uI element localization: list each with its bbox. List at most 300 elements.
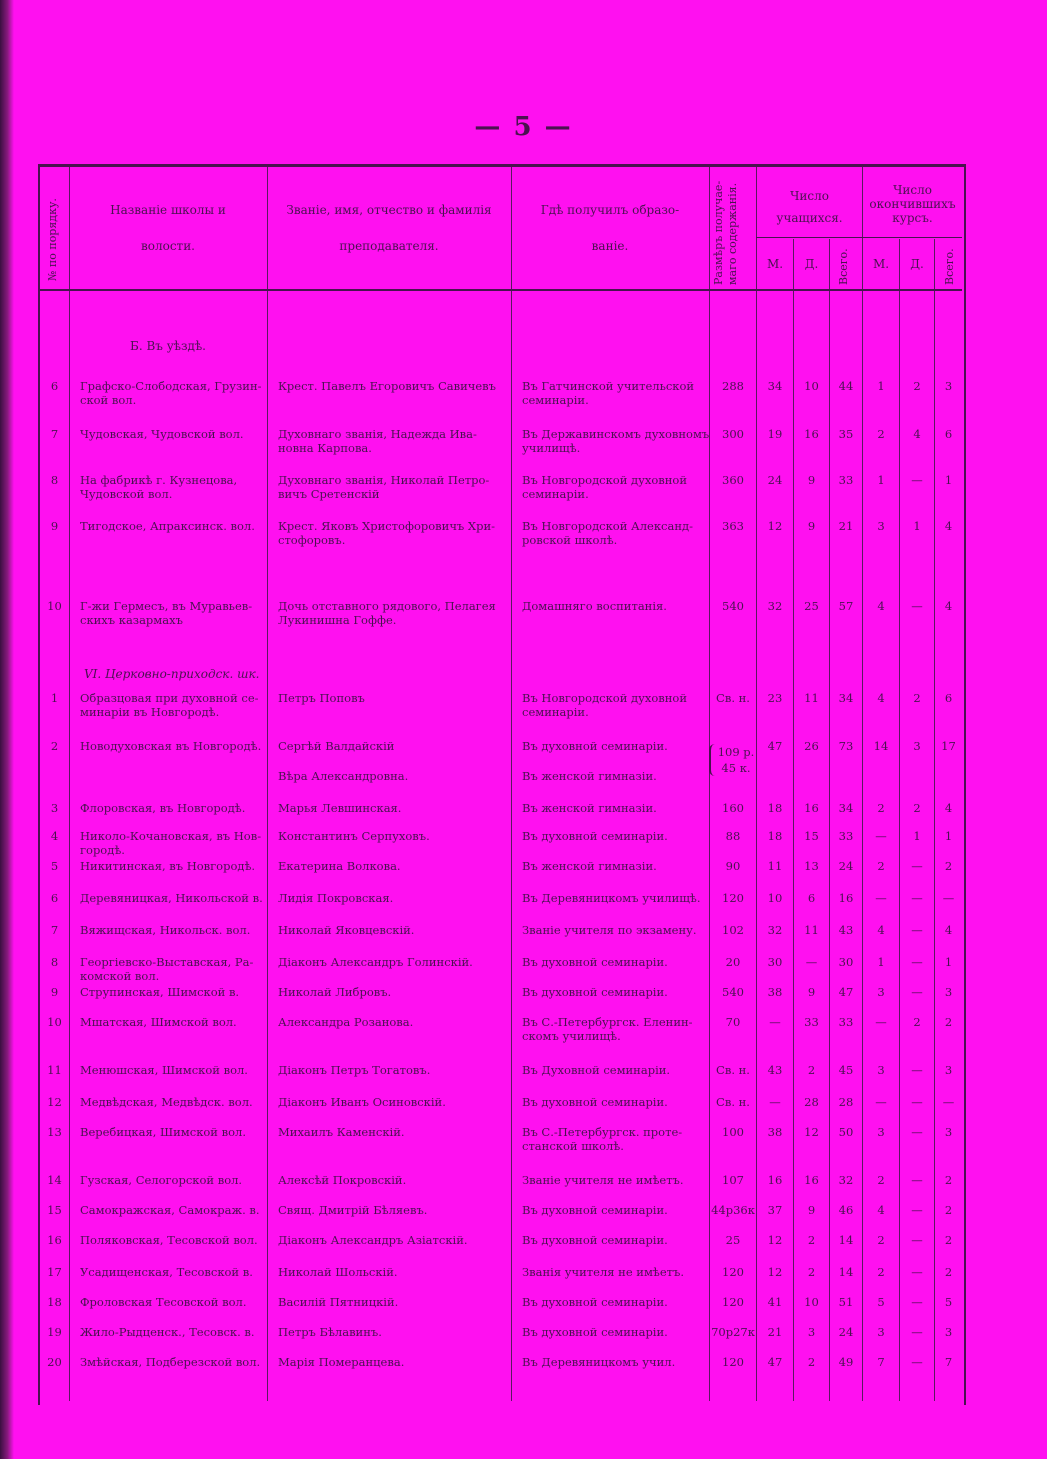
cell-graduates-d: 1 bbox=[913, 829, 921, 843]
cell-students-total: 33 bbox=[838, 1015, 854, 1029]
cell-students-m: — bbox=[769, 1015, 781, 1029]
cell-salary: Св. н. bbox=[716, 691, 750, 705]
cell-row-number: 10 bbox=[47, 1015, 62, 1029]
cell-students-total: 14 bbox=[838, 1265, 854, 1279]
header-graduates-line3: курсъ. bbox=[892, 211, 933, 225]
cell-row-number: 7 bbox=[50, 427, 59, 441]
cell-row-number: 14 bbox=[47, 1173, 62, 1187]
cell-students-m: 37 bbox=[767, 1203, 783, 1217]
cell-graduates-total: — bbox=[942, 891, 955, 905]
cell-graduates-m: 2 bbox=[877, 1265, 885, 1279]
cell-salary: 540 bbox=[722, 599, 744, 613]
cell-graduates-m: 1 bbox=[877, 379, 885, 393]
cell-school: Поляковская, Тесовской вол. bbox=[80, 1233, 258, 1247]
cell-graduates-m: 1 bbox=[877, 955, 885, 969]
cell-teacher: Василій Пятницкій. bbox=[278, 1295, 399, 1309]
cell-graduates-d: 2 bbox=[913, 691, 921, 705]
cell-teacher: Александра Розанова. bbox=[278, 1015, 414, 1029]
cell-salary: 20 bbox=[725, 955, 741, 969]
col-divider bbox=[69, 167, 70, 1401]
cell-education: Въ Новгородской духовной bbox=[522, 691, 688, 705]
cell-graduates-m: — bbox=[875, 829, 887, 843]
cell-students-m: 10 bbox=[767, 891, 783, 905]
cell-students-m: 16 bbox=[767, 1173, 783, 1187]
cell-education: Званіе учителя не имѣетъ. bbox=[522, 1173, 684, 1187]
cell-graduates-total: 17 bbox=[941, 739, 956, 753]
cell-row-number: 18 bbox=[47, 1295, 62, 1309]
cell-graduates-total: 4 bbox=[944, 801, 953, 815]
cell-row-number: 13 bbox=[47, 1125, 62, 1139]
cell-education: станской школѣ. bbox=[522, 1139, 624, 1153]
cell-students-total: 24 bbox=[838, 1325, 854, 1339]
cell-graduates-d: 2 bbox=[913, 801, 921, 815]
cell-graduates-m: 4 bbox=[877, 1203, 885, 1217]
cell-school: скихъ казармахъ bbox=[80, 613, 183, 627]
cell-teacher: Свящ. Дмитрій Бѣляевъ. bbox=[278, 1203, 428, 1217]
header-school-line2: волости. bbox=[141, 239, 195, 253]
cell-students-d: 25 bbox=[804, 599, 819, 613]
cell-row-number: 15 bbox=[47, 1203, 62, 1217]
cell-teacher: Лукинишна Гоффе. bbox=[278, 613, 397, 627]
cell-school: Георгіевско-Выставская, Ра- bbox=[80, 955, 254, 969]
cell-school: Усадищенская, Тесовской в. bbox=[80, 1265, 253, 1279]
cell-graduates-m: 1 bbox=[877, 473, 885, 487]
cell-teacher: Константинъ Серпуховъ. bbox=[278, 829, 430, 843]
cell-education: Въ духовной семинаріи. bbox=[522, 739, 668, 753]
cell-school: Г-жи Гермесъ, въ Муравьев- bbox=[80, 599, 253, 613]
cell-students-m: 34 bbox=[767, 379, 783, 393]
cell-students-total: 49 bbox=[838, 1355, 854, 1369]
header-students-d: Д. bbox=[804, 257, 819, 271]
cell-school: Тигодское, Апраксинск. вол. bbox=[80, 519, 255, 533]
cell-salary: 120 bbox=[722, 1265, 744, 1279]
cell-school: Флоровская, въ Новгородѣ. bbox=[80, 801, 246, 815]
cell-education: Въ духовной семинаріи. bbox=[522, 985, 668, 999]
cell-education: Въ духовной семинаріи. bbox=[522, 1295, 668, 1309]
cell-education: семинаріи. bbox=[522, 393, 589, 407]
cell-graduates-total: 1 bbox=[944, 829, 953, 843]
cell-students-m: 18 bbox=[767, 801, 783, 815]
cell-school: Самокражская, Самокраж. в. bbox=[80, 1203, 260, 1217]
cell-graduates-m: 3 bbox=[877, 1125, 885, 1139]
cell-row-number: 7 bbox=[50, 923, 59, 937]
cell-students-d: 10 bbox=[804, 379, 819, 393]
cell-salary: Св. н. bbox=[716, 1095, 750, 1109]
cell-teacher: Крест. Павелъ Егоровичъ Савичевъ bbox=[278, 379, 496, 393]
cell-school: Чудовской вол. bbox=[80, 487, 173, 501]
cell-graduates-m: 2 bbox=[877, 1173, 885, 1187]
cell-row-number: 11 bbox=[47, 1063, 62, 1077]
cell-graduates-m: 7 bbox=[877, 1355, 885, 1369]
cell-education: Въ Новгородской Александ- bbox=[522, 519, 693, 533]
cell-graduates-d: — bbox=[911, 1095, 923, 1109]
cell-graduates-total: 3 bbox=[944, 1063, 953, 1077]
cell-students-d: 16 bbox=[804, 801, 819, 815]
header-graduates-d: Д. bbox=[910, 257, 924, 271]
cell-graduates-d: 4 bbox=[913, 427, 921, 441]
cell-graduates-d: — bbox=[911, 891, 923, 905]
cell-students-d: 6 bbox=[807, 891, 816, 905]
cell-row-number: 9 bbox=[50, 985, 59, 999]
cell-teacher: Духовнаго званія, Надежда Ива- bbox=[278, 427, 477, 441]
cell-students-total: 21 bbox=[838, 519, 854, 533]
cell-students-m: 24 bbox=[767, 473, 783, 487]
cell-row-number: 12 bbox=[47, 1095, 62, 1109]
cell-students-total: 33 bbox=[838, 829, 854, 843]
section-heading-parish: VI. Церковно-приходск. шк. bbox=[84, 667, 260, 681]
cell-graduates-total: 2 bbox=[944, 1173, 953, 1187]
cell-graduates-d: 3 bbox=[913, 739, 921, 753]
cell-students-total: 34 bbox=[838, 691, 854, 705]
cell-graduates-total: 4 bbox=[944, 923, 953, 937]
cell-students-m: 38 bbox=[767, 985, 783, 999]
cell-school: Вяжищская, Никольск. вол. bbox=[80, 923, 251, 937]
cell-graduates-d: 2 bbox=[913, 379, 921, 393]
header-graduates-line2: окончившихъ bbox=[869, 197, 956, 211]
cell-education: Домашняго воспитанія. bbox=[522, 599, 667, 613]
cell-graduates-d: — bbox=[911, 1325, 923, 1339]
cell-graduates-total: 1 bbox=[944, 955, 953, 969]
cell-students-total: 46 bbox=[838, 1203, 854, 1217]
cell-graduates-d: — bbox=[911, 1265, 923, 1279]
cell-salary: 25 bbox=[725, 1233, 741, 1247]
cell-graduates-d: 1 bbox=[913, 519, 921, 533]
header-salary-line1: Размѣръ получае- bbox=[712, 180, 725, 285]
cell-education: ровской школѣ. bbox=[522, 533, 618, 547]
cell-graduates-d: — bbox=[911, 1063, 923, 1077]
cell-education: семинаріи. bbox=[522, 705, 589, 719]
cell-row-number: 5 bbox=[50, 859, 59, 873]
cell-graduates-m: — bbox=[875, 891, 887, 905]
cell-salary: 300 bbox=[722, 427, 744, 441]
cell-education: училищѣ. bbox=[522, 441, 581, 455]
cell-row-number: 17 bbox=[47, 1265, 62, 1279]
cell-teacher: новна Карпова. bbox=[278, 441, 372, 455]
cell-school: Струпинская, Шимской в. bbox=[80, 985, 240, 999]
cell-students-m: — bbox=[769, 1095, 781, 1109]
cell-education: семинаріи. bbox=[522, 487, 589, 501]
header-students-m: М. bbox=[766, 257, 784, 271]
cell-graduates-total: 2 bbox=[944, 1265, 953, 1279]
cell-school: Мшатская, Шимской вол. bbox=[80, 1015, 237, 1029]
header-salary-line2: маго содержанія. bbox=[726, 182, 739, 285]
cell-students-d: 28 bbox=[804, 1095, 819, 1109]
cell-students-total: 50 bbox=[838, 1125, 854, 1139]
cell-graduates-d: 2 bbox=[913, 1015, 921, 1029]
cell-students-d: 2 bbox=[807, 1355, 816, 1369]
cell-teacher: Діаконъ Иванъ Осиновскій. bbox=[278, 1095, 446, 1109]
cell-education: Въ духовной семинаріи. bbox=[522, 829, 668, 843]
cell-salary: 120 bbox=[722, 891, 744, 905]
cell-salary: 102 bbox=[722, 923, 744, 937]
cell-students-d: 33 bbox=[804, 1015, 819, 1029]
cell-graduates-d: — bbox=[911, 859, 923, 873]
cell-students-d: 9 bbox=[807, 1203, 816, 1217]
cell-graduates-d: — bbox=[911, 1233, 923, 1247]
cell-teacher: Николай Шольскій. bbox=[278, 1265, 398, 1279]
cell-students-total: 57 bbox=[838, 599, 854, 613]
header-teacher-line1: Званіе, имя, отчество и фамилія bbox=[286, 203, 492, 217]
cell-graduates-total: 3 bbox=[944, 379, 953, 393]
col-divider bbox=[511, 167, 512, 1401]
cell-graduates-m: — bbox=[875, 1095, 887, 1109]
cell-school: комской вол. bbox=[80, 969, 160, 983]
cell-students-m: 47 bbox=[767, 739, 783, 753]
cell-teacher: стофоровъ. bbox=[278, 533, 346, 547]
header-graduates-m: М. bbox=[872, 257, 890, 271]
cell-graduates-m: 3 bbox=[877, 519, 885, 533]
cell-students-d: 2 bbox=[807, 1063, 816, 1077]
header-graduates-line1: Число bbox=[893, 183, 932, 197]
cell-education: Въ женской гимназіи. bbox=[522, 801, 657, 815]
cell-graduates-total: 2 bbox=[944, 1233, 953, 1247]
cell-education: Въ Духовной семинаріи. bbox=[522, 1063, 671, 1077]
cell-teacher: Марья Левшинская. bbox=[278, 801, 402, 815]
cell-teacher: Діаконъ Александръ Голинскій. bbox=[278, 955, 473, 969]
cell-education: Въ женской гимназіи. bbox=[522, 859, 657, 873]
cell-graduates-m: 3 bbox=[877, 1325, 885, 1339]
cell-students-d: 13 bbox=[804, 859, 819, 873]
cell-school: Никитинская, въ Новгородѣ. bbox=[80, 859, 256, 873]
cell-students-total: 47 bbox=[838, 985, 854, 999]
cell-salary: 120 bbox=[722, 1355, 744, 1369]
cell-school: Жило-Рыдценск., Тесовск. в. bbox=[80, 1325, 255, 1339]
cell-row-number: 2 bbox=[50, 739, 59, 753]
cell-students-d: 2 bbox=[807, 1233, 816, 1247]
header-subrule bbox=[756, 237, 962, 238]
cell-students-total: 32 bbox=[838, 1173, 854, 1187]
header-row-number: № по порядку. bbox=[46, 198, 59, 281]
cell-graduates-m: 2 bbox=[877, 859, 885, 873]
cell-school: Менюшская, Шимской вол. bbox=[80, 1063, 248, 1077]
col-divider bbox=[267, 167, 268, 1401]
cell-row-number: 4 bbox=[50, 829, 59, 843]
cell-teacher: Петръ Поповъ bbox=[278, 691, 365, 705]
cell-education: Въ С.-Петербургск. Еленин- bbox=[522, 1015, 693, 1029]
cell-row-number: 20 bbox=[47, 1355, 62, 1369]
cell-education: Въ Державинскомъ духовномъ bbox=[522, 427, 710, 441]
cell-students-m: 18 bbox=[767, 829, 783, 843]
cell-school: городѣ. bbox=[80, 843, 125, 857]
cell-students-m: 32 bbox=[767, 599, 783, 613]
cell-graduates-d: — bbox=[911, 599, 923, 613]
cell-students-m: 19 bbox=[767, 427, 783, 441]
header-students-total: Всего. bbox=[837, 248, 850, 285]
cell-row-number: 6 bbox=[50, 891, 59, 905]
cell-row-number: 8 bbox=[50, 955, 59, 969]
cell-teacher: Сергѣй Валдайскій bbox=[278, 739, 395, 753]
cell-students-d: 26 bbox=[804, 739, 819, 753]
cell-education: Званія учителя не имѣетъ. bbox=[522, 1265, 684, 1279]
cell-graduates-m: 4 bbox=[877, 691, 885, 705]
cell-salary: 70 bbox=[725, 1015, 741, 1029]
cell-students-d: 16 bbox=[804, 1173, 819, 1187]
cell-graduates-total: 4 bbox=[944, 519, 953, 533]
cell-students-d: 9 bbox=[807, 985, 816, 999]
cell-students-total: 34 bbox=[838, 801, 854, 815]
cell-graduates-d: — bbox=[911, 1125, 923, 1139]
cell-graduates-d: — bbox=[911, 473, 923, 487]
col-divider bbox=[793, 239, 794, 1401]
cell-graduates-d: — bbox=[911, 1173, 923, 1187]
cell-graduates-m: 2 bbox=[877, 801, 885, 815]
cell-school: Образцовая при духовной се- bbox=[80, 691, 259, 705]
cell-teacher: Вѣра Александровна. bbox=[278, 769, 409, 783]
cell-row-number: 6 bbox=[50, 379, 59, 393]
col-divider bbox=[829, 239, 830, 1401]
header-rule bbox=[40, 289, 962, 291]
cell-graduates-total: 3 bbox=[944, 1325, 953, 1339]
cell-salary: 100 bbox=[722, 1125, 744, 1139]
cell-row-number: 16 bbox=[47, 1233, 62, 1247]
cell-education: Въ женской гимназіи. bbox=[522, 769, 657, 783]
cell-students-d: 9 bbox=[807, 519, 816, 533]
cell-students-d: 9 bbox=[807, 473, 816, 487]
cell-education: Въ Гатчинской учительской bbox=[522, 379, 695, 393]
cell-education: Въ духовной семинаріи. bbox=[522, 1325, 668, 1339]
cell-teacher: Алексѣй Покровскій. bbox=[278, 1173, 407, 1187]
cell-graduates-total: 6 bbox=[944, 427, 953, 441]
cell-students-d: 2 bbox=[807, 1265, 816, 1279]
cell-graduates-m: — bbox=[875, 1015, 887, 1029]
cell-students-d: 12 bbox=[804, 1125, 819, 1139]
cell-students-m: 43 bbox=[767, 1063, 783, 1077]
cell-salary: 107 bbox=[722, 1173, 744, 1187]
cell-school: Деревяницкая, Никольской в. bbox=[80, 891, 263, 905]
cell-education: Въ С.-Петербургск. проте- bbox=[522, 1125, 683, 1139]
cell-teacher: Екатерина Волкова. bbox=[278, 859, 401, 873]
cell-students-m: 47 bbox=[767, 1355, 783, 1369]
school-table bbox=[38, 164, 966, 1405]
cell-school: Фроловская Тесовской вол. bbox=[80, 1295, 247, 1309]
cell-graduates-m: 3 bbox=[877, 1063, 885, 1077]
cell-students-m: 32 bbox=[767, 923, 783, 937]
cell-school: Новодуховская въ Новгородѣ. bbox=[80, 739, 262, 753]
salary-brace-rubles: 109 р. bbox=[717, 745, 755, 759]
cell-row-number: 3 bbox=[50, 801, 59, 815]
cell-teacher: Діаконъ Александръ Азіатскій. bbox=[278, 1233, 468, 1247]
cell-education: Въ духовной семинаріи. bbox=[522, 1095, 668, 1109]
page-edge-shadow bbox=[0, 0, 14, 1459]
cell-graduates-m: 4 bbox=[877, 923, 885, 937]
cell-education: Въ Деревяницкомъ училищѣ. bbox=[522, 891, 701, 905]
cell-students-total: 51 bbox=[838, 1295, 854, 1309]
cell-salary: 360 bbox=[722, 473, 744, 487]
header-students-line1: Число bbox=[790, 189, 829, 203]
cell-graduates-d: — bbox=[911, 923, 923, 937]
cell-teacher: Крест. Яковъ Христофоровичъ Хри- bbox=[278, 519, 495, 533]
cell-teacher: Діаконъ Петръ Тогатовъ. bbox=[278, 1063, 431, 1077]
cell-school: Графско-Слободская, Грузин- bbox=[80, 379, 262, 393]
cell-teacher: вичъ Сретенскій bbox=[278, 487, 380, 501]
cell-teacher: Михаилъ Каменскій. bbox=[278, 1125, 405, 1139]
cell-graduates-total: 4 bbox=[944, 599, 953, 613]
cell-row-number: 19 bbox=[47, 1325, 62, 1339]
cell-students-total: 30 bbox=[838, 955, 854, 969]
cell-graduates-total: 3 bbox=[944, 1125, 953, 1139]
cell-school: На фабрикѣ г. Кузнецова, bbox=[80, 473, 238, 487]
cell-education: скомъ училищѣ. bbox=[522, 1029, 621, 1043]
cell-students-m: 12 bbox=[767, 1233, 783, 1247]
cell-students-total: 44 bbox=[838, 379, 854, 393]
cell-students-total: 16 bbox=[838, 891, 854, 905]
header-students-line2: учащихся. bbox=[776, 211, 843, 225]
cell-students-m: 21 bbox=[767, 1325, 783, 1339]
cell-students-d: 10 bbox=[804, 1295, 819, 1309]
cell-students-total: 35 bbox=[838, 427, 854, 441]
cell-school: минаріи въ Новгородѣ. bbox=[80, 705, 220, 719]
cell-education: Въ Деревяницкомъ учил. bbox=[522, 1355, 676, 1369]
cell-students-m: 30 bbox=[767, 955, 783, 969]
cell-students-m: 41 bbox=[767, 1295, 783, 1309]
header-graduates-total: Всего. bbox=[943, 248, 956, 285]
col-divider bbox=[899, 239, 900, 1401]
cell-graduates-total: 2 bbox=[944, 859, 953, 873]
cell-students-m: 11 bbox=[767, 859, 783, 873]
cell-students-total: 43 bbox=[838, 923, 854, 937]
cell-salary: 363 bbox=[722, 519, 744, 533]
cell-teacher: Николай Яковцевскій. bbox=[278, 923, 415, 937]
cell-salary: 120 bbox=[722, 1295, 744, 1309]
cell-graduates-m: 2 bbox=[877, 1233, 885, 1247]
cell-graduates-total: 5 bbox=[944, 1295, 953, 1309]
section-heading-uezd: Б. Въ уѣздѣ. bbox=[130, 339, 206, 353]
cell-teacher: Дочь отставного рядового, Пелагея bbox=[278, 599, 496, 613]
cell-students-m: 12 bbox=[767, 1265, 783, 1279]
cell-students-total: 24 bbox=[838, 859, 854, 873]
cell-salary: 70р27к bbox=[711, 1325, 755, 1339]
header-teacher-line2: преподавателя. bbox=[339, 239, 439, 253]
cell-students-total: 45 bbox=[838, 1063, 854, 1077]
cell-salary: 540 bbox=[722, 985, 744, 999]
cell-students-d: 15 bbox=[804, 829, 819, 843]
cell-graduates-m: 3 bbox=[877, 985, 885, 999]
cell-graduates-total: 2 bbox=[944, 1203, 953, 1217]
cell-graduates-d: — bbox=[911, 955, 923, 969]
cell-school: Веребицкая, Шимской вол. bbox=[80, 1125, 246, 1139]
cell-students-total: 73 bbox=[838, 739, 854, 753]
cell-students-m: 12 bbox=[767, 519, 783, 533]
cell-teacher: Духовнаго званія, Николай Петро- bbox=[278, 473, 490, 487]
cell-students-m: 38 bbox=[767, 1125, 783, 1139]
cell-graduates-total: 2 bbox=[944, 1015, 953, 1029]
cell-students-m: 23 bbox=[767, 691, 783, 705]
cell-school: Николо-Кочановская, въ Нов- bbox=[80, 829, 262, 843]
cell-teacher: Лидія Покровская. bbox=[278, 891, 394, 905]
cell-students-total: 28 bbox=[838, 1095, 854, 1109]
cell-teacher: Марія Померанцева. bbox=[278, 1355, 405, 1369]
cell-graduates-m: 2 bbox=[877, 427, 885, 441]
cell-school: Медвѣдская, Медвѣдск. вол. bbox=[80, 1095, 253, 1109]
cell-salary: 160 bbox=[722, 801, 744, 815]
cell-students-d: 11 bbox=[804, 923, 819, 937]
cell-salary: 44р36к bbox=[711, 1203, 755, 1217]
header-school-line1: Названіе школы и bbox=[110, 203, 226, 217]
cell-education: Въ духовной семинаріи. bbox=[522, 1233, 668, 1247]
cell-salary: Св. н. bbox=[716, 1063, 750, 1077]
col-divider bbox=[934, 239, 935, 1401]
cell-education: Званіе учителя по экзамену. bbox=[522, 923, 697, 937]
cell-education: Въ духовной семинаріи. bbox=[522, 955, 668, 969]
cell-graduates-m: 14 bbox=[873, 739, 889, 753]
cell-graduates-total: 1 bbox=[944, 473, 953, 487]
cell-students-total: 14 bbox=[838, 1233, 854, 1247]
salary-brace-kopecks: 45 к. bbox=[721, 761, 751, 775]
cell-graduates-total: 3 bbox=[944, 985, 953, 999]
cell-salary: 88 bbox=[725, 829, 741, 843]
cell-row-number: 9 bbox=[50, 519, 59, 533]
cell-school: Чудовская, Чудовской вол. bbox=[80, 427, 244, 441]
